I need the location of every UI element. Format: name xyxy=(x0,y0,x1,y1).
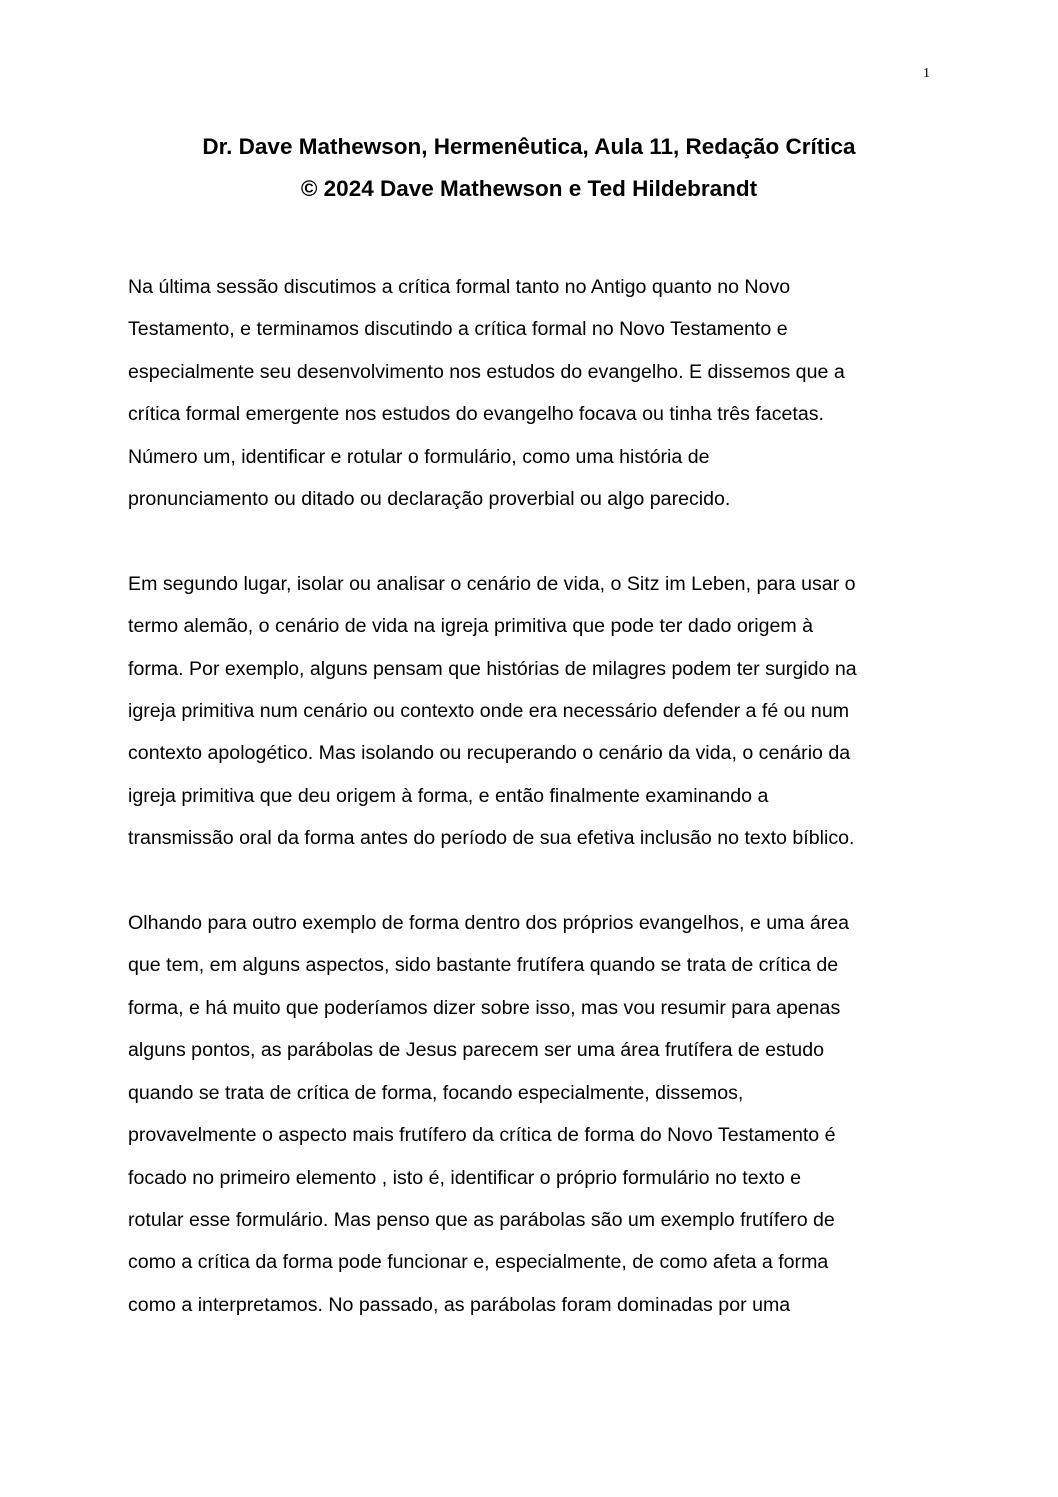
text-line: forma, e há muito que poderíamos dizer sobre isso, mas vou resumir para apenas xyxy=(128,996,841,1019)
text-line: como a crítica da forma pode funcionar e, especialmente, de como afeta a forma xyxy=(128,1251,829,1274)
text-line: Na última sessão discutimos a crítica formal tanto no Antigo quanto no Novo xyxy=(128,276,791,298)
text-line: forma. Por exemplo, alguns pensam que histórias de milagres podem ter surgido na xyxy=(128,657,857,680)
text-line: igreja primitiva num cenário ou contexto onde era necessário defender a fé ou num xyxy=(128,700,850,723)
paragraph-1 xyxy=(128,266,930,520)
text-line: pronunciamento ou ditado ou declaração proverbial ou algo parecido. xyxy=(128,488,731,511)
paragraph-2 xyxy=(128,563,930,860)
text-line: Em segundo lugar, isolar ou analisar o cenário de vida, o Sitz im Leben, para usar o xyxy=(128,572,856,595)
page-number: 1 xyxy=(923,66,930,81)
text-line: Número um, identificar e rotular o formulário, como uma história de xyxy=(128,445,710,468)
text-line: transmissão oral da forma antes do período de sua efetiva inclusão no texto bíblico. xyxy=(128,827,855,850)
text-line: igreja primitiva que deu origem à forma, e então finalmente examinando a xyxy=(128,784,769,807)
document-body xyxy=(128,266,930,1369)
text-line: alguns pontos, as parábolas de Jesus parecem ser uma área frutífera de estudo xyxy=(128,1039,824,1062)
title-line-2: © 2024 Dave Mathewson e Ted Hildebrandt xyxy=(300,176,758,201)
text-line: focado no primeiro elemento , isto é, identificar o próprio formulário no texto e xyxy=(128,1166,802,1189)
text-line: Testamento, e terminamos discutindo a crítica formal no Novo Testamento e xyxy=(128,318,788,341)
text-line: provavelmente o aspecto mais frutífero da crítica de forma do Novo Testamento é xyxy=(128,1124,836,1147)
text-line: como a interpretamos. No passado, as parábolas foram dominadas por uma xyxy=(128,1293,791,1316)
text-line: crítica formal emergente nos estudos do evangelho focava ou tinha três facetas. xyxy=(128,403,824,426)
text-line: quando se trata de crítica de forma, focando especialmente, dissemos, xyxy=(128,1081,744,1104)
paragraph-3 xyxy=(128,902,930,1326)
text-line: contexto apologético. Mas isolando ou recuperando o cenário da vida, o cenário da xyxy=(128,742,851,765)
text-line: que tem, em alguns aspectos, sido bastante frutífera quando se trata de crítica de xyxy=(128,954,839,977)
text-line: Olhando para outro exemplo de forma dentro dos próprios evangelhos, e uma área xyxy=(128,912,850,935)
document-title xyxy=(128,126,930,210)
text-line: termo alemão, o cenário de vida na igreja primitiva que pode ter dado origem à xyxy=(128,615,814,638)
text-line: especialmente seu desenvolvimento nos estudos do evangelho. E dissemos que a xyxy=(128,360,845,383)
title-line-1: Dr. Dave Mathewson, Hermenêutica, Aula 11, Redação Crítica xyxy=(202,134,856,159)
text-line: rotular esse formulário. Mas penso que as parábolas são um exemplo frutífero de xyxy=(128,1208,835,1231)
